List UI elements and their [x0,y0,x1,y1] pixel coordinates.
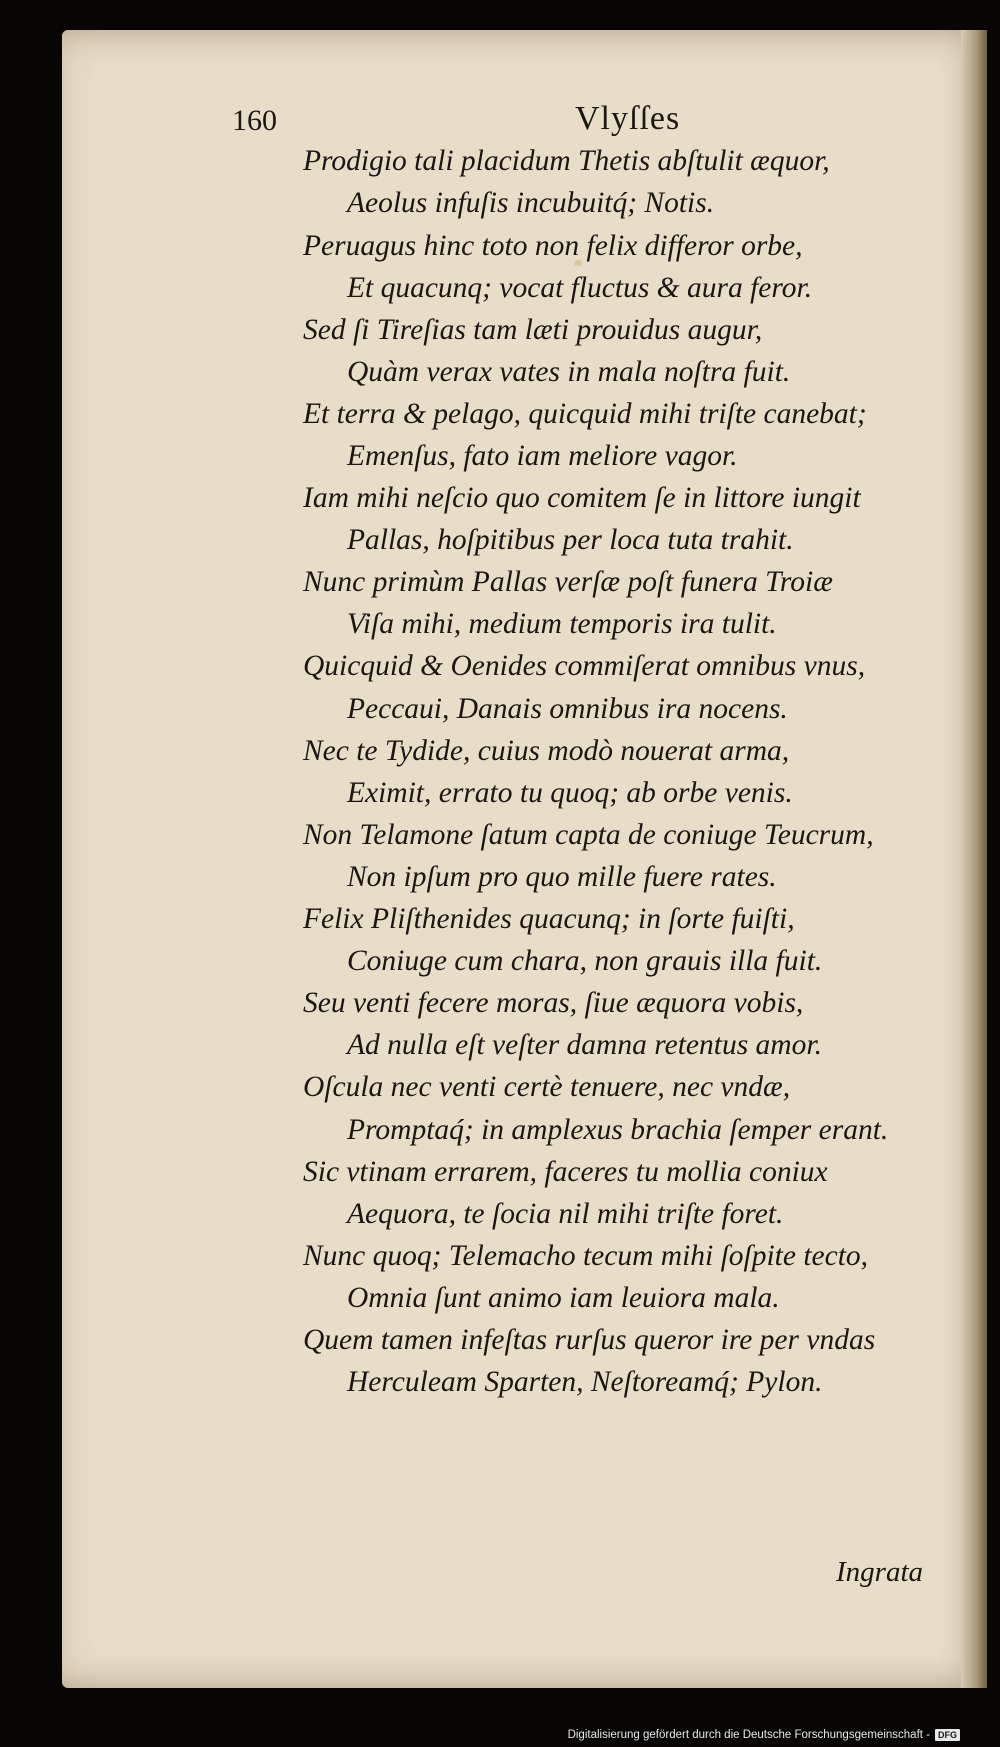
verse-line: Non Telamone ſatum capta de coniuge Teucrum, [303,819,874,851]
page-header [0,68,1000,137]
verse-line: Seu venti fecere moras, ſiue æquora vobis, [303,987,804,1019]
verse-line: Coniuge cum chara, non grauis illa fuit. [347,945,823,977]
page-gutter [961,30,987,1688]
verse-line: Herculeam Sparten, Neſtoreamq́; Pylon. [347,1366,823,1398]
verse-line: Aequora, te ſocia nil mihi triſte foret. [347,1198,784,1230]
verse-line: Aeolus infuſis incubuitq́; Notis. [347,187,715,219]
running-title: Vlyſſes [575,100,681,137]
verse-line: Peccaui, Danais omnibus ira nocens. [347,693,788,725]
verse-line: Oſcula nec venti certè tenuere, nec vndæ, [303,1071,791,1103]
verse-line: Peruagus hinc toto non felix differor orbe, [303,230,803,262]
verse-line: Pallas, hoſpitibus per loca tuta trahit. [347,524,794,556]
verse-line: Nunc quoq; Telemacho tecum mihi ſoſpite tecto, [303,1240,869,1272]
credit-text: Digitalisierung gefördert durch die Deutsche Forschungsgemeinschaft - [567,1729,930,1741]
verse-line: Viſa mihi, medium temporis ira tulit. [347,608,777,640]
verse-line: Sed ſi Tireſias tam læti prouidus augur, [303,314,763,346]
verse-line: Omnia ſunt animo iam leuiora mala. [347,1282,780,1314]
catchword: Ingrata [836,1556,923,1588]
page-number: 160 [232,104,277,137]
dfg-logo: DFG [935,1729,960,1741]
digitization-credit [568,1729,960,1741]
verse-line: Iam mihi neſcio quo comitem ſe in littore iungit [303,482,861,514]
verse-line: Sic vtinam errarem, faceres tu mollia coniux [303,1156,828,1188]
verse-line: Emenſus, fato iam meliore vagor. [347,440,738,472]
verse-line: Promptaq́; in amplexus brachia ſemper erant. [347,1114,889,1146]
verse-line: Felix Pliſthenides quacunq; in ſorte fuiſti, [303,903,795,935]
verse-line: Non ipſum pro quo mille fuere rates. [347,861,777,893]
verse-line: Et quacunq; vocat fluctus & aura feror. [347,272,813,304]
verse-line: Et terra & pelago, quicquid mihi triſte canebat; [303,398,867,430]
verse-line: Quicquid & Oenides commiſerat omnibus vnus, [303,650,866,682]
verse-line: Eximit, errato tu quoq; ab orbe venis. [347,777,793,809]
verse-line: Quem tamen infeſtas rurſus queror ire per vndas [303,1324,876,1356]
verse-line: Ad nulla eſt veſter damna retentus amor. [347,1029,822,1061]
verse-line: Prodigio tali placidum Thetis abſtulit æquor, [303,145,830,177]
verse-line: Nec te Tydide, cuius modò nouerat arma, [303,735,790,767]
verse-line: Nunc primùm Pallas verſæ poſt funera Troiæ [303,566,833,598]
verse-line: Quàm verax vates in mala noſtra fuit. [347,356,791,388]
